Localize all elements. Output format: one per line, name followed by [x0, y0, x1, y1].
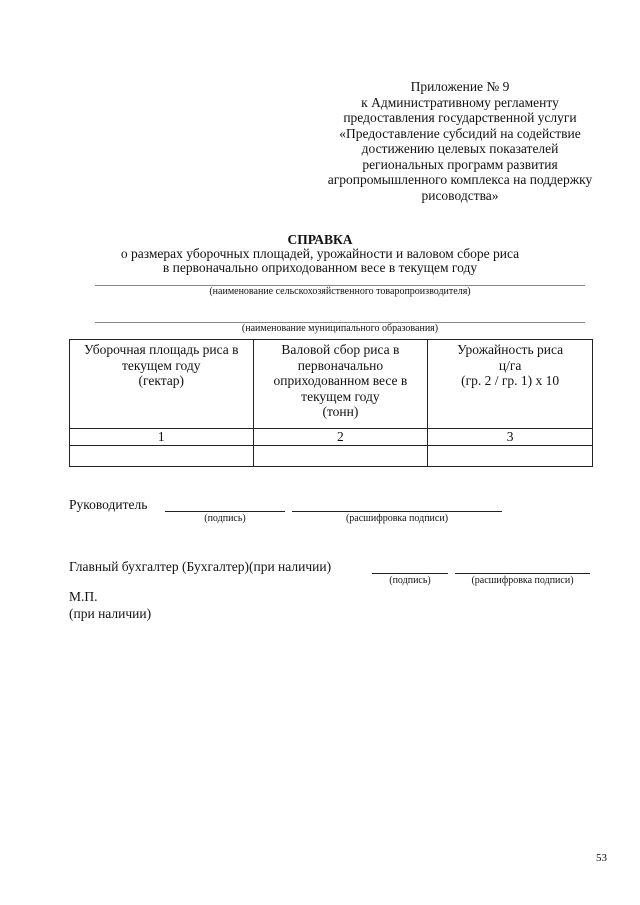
header-text: текущем году	[122, 357, 201, 373]
header-text: (тонн)	[322, 404, 359, 419]
rice-data-table	[69, 339, 593, 467]
column-number: 1	[70, 429, 254, 446]
appendix-line: рисоводства»	[421, 187, 499, 203]
table-cell[interactable]	[70, 446, 254, 467]
header-text: текущем году	[301, 388, 380, 404]
header-cell-area	[70, 340, 254, 429]
header-text: (гр. 2 / гр. 1) х 10	[461, 373, 560, 388]
document-title: СПРАВКА	[287, 232, 353, 247]
appendix-line: предоставления государственной услуги	[343, 110, 577, 125]
municipality-name-caption: (наименование муниципального образования)	[241, 323, 439, 334]
header-text: Уборочная площадь риса в	[84, 342, 239, 357]
accountant-label: Главный бухгалтер (Бухгалтер)(при наличии)	[69, 559, 332, 574]
head-decode-caption: (расшифровка подписи)	[345, 513, 449, 524]
header-text: Урожайность риса	[457, 342, 564, 357]
accountant-decode-line[interactable]	[455, 573, 590, 574]
header-text: (гектар)	[138, 373, 185, 388]
stamp-label: М.П.	[69, 589, 98, 604]
appendix-line: «Предоставление субсидий на содействие	[339, 125, 581, 141]
header-text: Валовой сбор риса в	[281, 342, 400, 357]
table-number-row	[70, 429, 593, 446]
document-subtitle-line: о размерах уборочных площадей, урожайности и валовом сборе риса	[120, 246, 520, 261]
appendix-line: достижению целевых показателей	[361, 141, 559, 156]
column-number: 3	[428, 429, 593, 446]
column-number: 2	[253, 429, 428, 446]
table-header-row	[70, 340, 593, 429]
header-text: первоначально	[297, 357, 384, 373]
header-cell-yield	[428, 340, 593, 429]
head-signature-caption: (подпись)	[204, 513, 246, 524]
document-subtitle-line: в первоначально оприходованном весе в текущем году	[162, 259, 478, 275]
appendix-line: агропромышленного комплекса на поддержку	[327, 172, 593, 187]
accountant-signature-caption: (подпись)	[389, 575, 431, 586]
appendix-header	[300, 79, 620, 203]
header-text: оприходованном весе в	[273, 373, 408, 388]
accountant-signature-line[interactable]	[372, 573, 448, 574]
producer-name-caption: (наименование сельскохозяйственного товаропроизводителя)	[209, 286, 471, 297]
table-cell[interactable]	[428, 446, 593, 467]
table-row	[70, 446, 593, 467]
head-label: Руководитель	[69, 497, 148, 512]
appendix-line: региональных программ развития	[362, 156, 558, 172]
appendix-line: Приложение № 9	[410, 79, 510, 94]
accountant-decode-caption: (расшифровка подписи)	[471, 575, 574, 586]
document-title-block	[60, 232, 580, 274]
table-cell[interactable]	[253, 446, 428, 467]
page-number: 53	[596, 852, 607, 864]
stamp-note: (при наличии)	[69, 606, 152, 621]
header-cell-harvest	[253, 340, 428, 429]
appendix-line: к Административному регламенту	[361, 94, 559, 110]
head-decode-line[interactable]	[292, 511, 502, 512]
head-signature-line[interactable]	[165, 511, 285, 512]
header-text: ц/га	[498, 357, 522, 373]
